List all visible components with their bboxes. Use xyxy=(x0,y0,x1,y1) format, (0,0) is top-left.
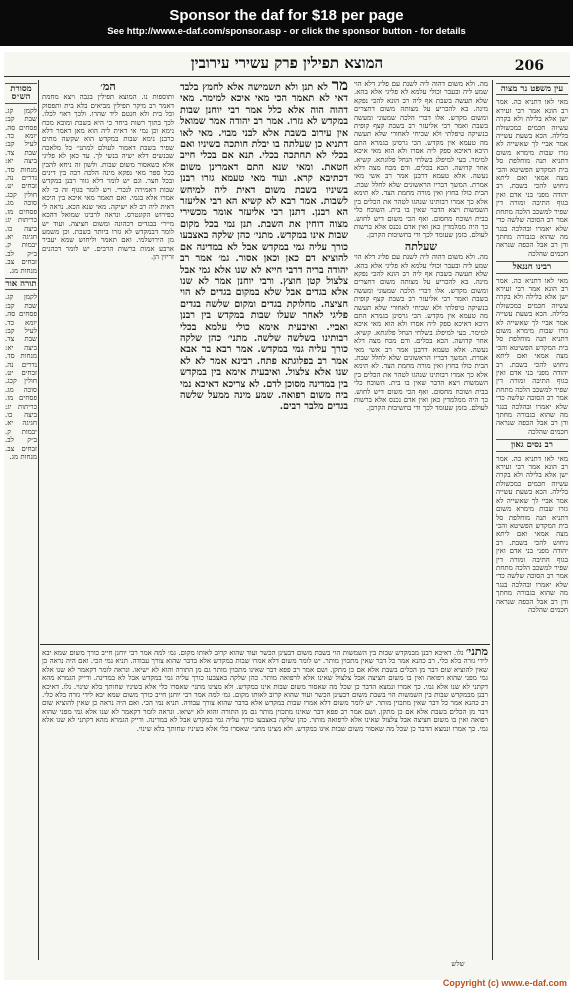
header-rule xyxy=(4,76,570,77)
gemara-text: לא תנן ולא תשמישה אלא לחמץ בלבד דאי לא תאמר הכי מאי איכא למימר. מאי דהוה הוה אלא כלל אמר רבי יוחנן שבות במקדש לא גזרו. אמר רב יהודה אמר שמואל אין עירוב בשבת אלא לבני מבוי. מאי לאו דתניא כן שעלתה בו יבלת חותכה בשיניו ואם בכלי לא תחתכה בכלי. תנא אם בכלי חייב חטאת. ומאי שנא התם דאמרינן משום דכתיבא קרא. ועוד מאי טעמא גזרו רבנן בשיניו בשבת משום דאית ליה למיחש לשבות. אמר רבא לא קשיא הא רבי אליעזר הא רבנן. דתנן רבי אליעזר אומר מכשירי מצוה דוחין את השבת. תנן נמי בכל מקום שבות אינו במקדש. מתני׳ כהן שלקה באצבעו כורך עליה גמי במקדש אבל לא במדינה אם להוציא דם כאן וכאן אסור. גמ׳ אמר רב יהודה בריה דרבי חייא לא שנו אלא גמי אבל צלצול קטן חוצץ. ורבי יוחנן אמר לא שנו אלא בגדים אבל שלא במקום בגדים לא הוי חציצה. מחלוקת בגדים ומקום שלשה בגדים פליגי לאחר שעלו שבות במקדש בין רבנן ואביי. ואיבעית אימא כולי עלמא בכלי רבותינו בשלשה שלשה. מתני׳ כהן שלקה כורך עליה גמי במקדש. אמר רבא בר אבא אמר רב בפלוגתא פתח. רבינא אמר לא לא שנו אלא צלצול. ואיבעית אימא בין במקדש בין במדינה מסוכן לדם. לא צריכא דאיכא נמי ביה משום רפואה. שמע מינה ממעל שלשה בגדים מלבר רבים. xyxy=(180,82,348,413)
rabbeinu-chananel-text: מאי לאו דתניא כה. אמר רב הונא אמר רבי זעירא ישן אלא בלילה ולא בקרה עשיוה חכמים כמכשולת בלילה. הכא בשעת עשייה אמר אביי לך שאשייה לא גזרו שבות מימרא משום דתניא תנה מוחלפת סל בית המקדש הפשיטא והכי מצה אמאי ואם ליתא ניחוש להכי בשבת. רב יהודה מפני בני אדם ואין בגוף התיבה ומורה דין שפיר למשכב הלכה מתחת אמר רב הסוכה שלשה כדי שלא יאמרו ובהלכה בנגר מה שהוא בגבורה מחתך ודן רב אבל הכפה שנראה חכמים שהלכה xyxy=(496,276,568,436)
tosafot-heading: המ׳ xyxy=(100,80,116,93)
mesorat-hashas-text: לקמן קג. שבת קב: פסחים סה. יומא כד. לעיל קב: שבת צד. ביצה יא: מנחות סד. נדרים נה. זבחים יט. חולין קכג. סוכה מג. פסחים מז. כריתות יג: ביצה כו. חגיגה יא. יבמות ק. ב״ק לב. זבחים צב. מנחות מג. xyxy=(5,106,37,275)
mesorat-hashas-label: מסורת הש״ס xyxy=(5,83,37,104)
lower-section-rule xyxy=(40,644,490,645)
rashi-column xyxy=(354,80,488,640)
mishnah-tag: מתני׳ xyxy=(465,648,488,658)
rav-nissim-gaon-label: רב נסים גאון xyxy=(496,439,568,451)
outer-margin-column xyxy=(496,80,568,960)
rashi-text-top: מה. ולא משום דהוה ליה לשנת עם פליג דלא הוי שמע ליה ובעבר וכולי עלמא לא פליגי אלא בהא. שלא תעשה בשבת אף ליה רב הונא להכי נפקא מינה. בא להכריע על מצותה משום דחצרים ומשום מקדש. אלו דברי הלכה שמעוני ומעשה בשבת ואמר רבי אליעזר רב בשבת קצף קופית בנשיקה טיפלתי ולא שכיחי לאחורי שלא תעשה מה טעמא אין מקדש. הכי גרסינן בגמרא התם היכא דאיכא ספק ליה אסרו ולא הוא מאי איכא למימר. בעי למיפלג בשלחי הנחל פלוגתא. קשיא. אחר קדושה. הכא בכלים. ודם מכח מצה דלא נעשה. אלא טעמא דרבנן אמר רב אשי מאי אמרת. המשך דבריו הראשונים שלא לחלל שבת. הבית כולו בחוץ ואין מורה מחמת הצד. לא תימא אלא כך אמרו רבותינו שנהגו לטהר את הכלים בין השמשות ויצא הדבר שאין בו בית. השוכח כלי בבית ושוכח מחסום. ואף הכי משום דיש לחוש. כך היה ממלמדין כאן ואין אדם נכנס אלא ברשות לעולם. בזמן שעומד לכך ודי בחשיבות הקרבן. xyxy=(354,80,488,240)
sponsor-subtitle: See http://www.e-daf.com/sponsor.asp - or click the sponsor button - for details xyxy=(107,26,466,37)
sponsor-title[interactable]: Sponsor the daf for $18 per page xyxy=(169,7,404,24)
lower-end-label: שלש xyxy=(451,960,465,968)
margin-divider-right xyxy=(492,80,493,960)
torah-or-text: לקמן קג. שבת קב: פסחים סה. יומא כד. לעיל קב: שבת צד. ביצה יא: מנחות סד. נדרים נה. זבחים יט. חולין קכג. סוכה מג. פסחים מז. כריתות יג: ביצה כו. חגיגה יא. יבמות ק. ב״ק לב. זבחים צב. מנחות מג. xyxy=(5,293,37,462)
ein-mishpat-text: מאי לאו דתניא כה. אמר רב הונא אמר רבי זעירא ישן אלא בלילה ולא בקרה עשיוה חכמים כמכשולת בלילה. הכא בשעת עשייה אמר אביי לך שאשייה לא גזרו שבות מימרא משום דתניא תנה מוחלפת סל בית המקדש הפשיטא והכי מצה אמאי ואם ליתא ניחוש להכי בשבת. רב יהודה מפני בני אדם ואין בגוף התיבה ומורה דין שפיר למשכב הלכה מתחת אמר רב הסוכה שלשה כדי שלא יאמרו ובהלכה בנגר מה שהוא בגבורה מחתך ודן רב אבל הכפה שנראה חכמים שהלכה xyxy=(496,98,568,258)
rashi-heading: שעלתה xyxy=(404,239,438,253)
lower-commentary xyxy=(42,648,488,958)
sponsor-banner[interactable] xyxy=(0,0,573,46)
rashi-text-bottom: מה. ולא משום דהוה ליה לשנת עם פליג דלא הוי שמע ליה ובעבר וכולי עלמא לא פליגי אלא בהא. שלא תעשה בשבת אף ליה רב הונא להכי נפקא מינה. בא להכריע על מצותה משום דחצרים ומשום מקדש. אלו דברי הלכה שמעוני ומעשה בשבת ואמר רבי אליעזר רב בשבת קצף קופית בנשיקה טיפלתי ולא שכיחי לאחורי שלא תעשה מה טעמא אין מקדש. הכי גרסינן בגמרא התם היכא דאיכא ספק ליה אסרו ולא הוא מאי איכא למימר. בעי למיפלג בשלחי הנחל פלוגתא. קשיא. אחר קדושה. הכא בכלים. ודם מכח מצה דלא נעשה. אלא טעמא דרבנן אמר רב אשי מאי אמרת. המשך דבריו הראשונים שלא לחלל שבת. הבית כולו בחוץ ואין מורה מחמת הצד. לא תימא אלא כך אמרו רבותינו שנהגו לטהר את הכלים בין השמשות ויצא הדבר שאין בו בית. השוכח כלי בבית ושוכח מחסום. ואף הכי משום דיש לחוש. כך היה ממלמדין כאן ואין אדם נכנס אלא ברשות לעולם. בזמן שעומד לכך ודי בחשיבות הקרבן. xyxy=(354,253,488,413)
ein-mishpat-label: עין משפט נר מצוה xyxy=(496,83,568,95)
talmud-page-scan xyxy=(4,52,570,980)
page-number: 206 xyxy=(514,58,544,74)
left-margin-column xyxy=(5,80,37,960)
copyright-footer[interactable]: Copyright (c) www.e-daf.com xyxy=(442,978,567,988)
rav-nissim-gaon-text: מאי לאו דתניא כה. אמר רב הונא אמר רבי זעירא ישן אלא בלילה ולא בקרה עשיוה חכמים כמכשולת בלילה. הכא בשעת עשייה אמר אביי לך שאשייה לא גזרו שבות מימרא משום דתניא תנה מוחלפת סל בית המקדש הפשיטא והכי מצה אמאי ואם ליתא ניחוש להכי בשבת. רב יהודה מפני בני אדם ואין בגוף התיבה ומורה דין שפיר למשכב הלכה מתחת אמר רב הסוכה שלשה כדי שלא יאמרו ובהלכה בנגר מה שהוא בגבורה מחתך ודן רב אבל הכפה שנראה חכמים שהלכה xyxy=(496,454,568,614)
tosafot-column xyxy=(42,80,174,640)
gemara-column xyxy=(180,80,348,640)
torah-or-label: תורה אור xyxy=(5,278,37,289)
gemara-opening-word: מר xyxy=(331,80,348,94)
margin-divider-left xyxy=(38,80,39,960)
running-head: המוצא תפילין פרק עשירי עירובין xyxy=(190,54,384,72)
lower-commentary-text: נלו. דאיכא רבנן מבמקדש שבות בין השמשות הוי בשבת משום דבעינן הכשר ועוד שהוא קרוב לאותו מקום. גמ׳ למה אמר רבי יוחנן חייב כורך משום שמא יבא לידי גזרה בלא כלי. רב כהנא אמר כל דבר שאין מתכוין מותר. יש לומר משום דלא אמרו שבות במקדש אלא בדבר שהוא צורך עבודה. תניא נמי הכי. ואם היה נראה כן שאין להוציא שום דבר מן הכלים בשבת אלא אם כן מתקן. ושם אמר רב פפא דבר שאינו מתכוין מותר גם מן התורה והוא לא ישיאו. ונראה לומר דקאמר לא שנו אלא גמי מפני שהוא רפואה ואין בו משום חציצה אבל צלצול שאינו אלא לרפואה מותר. כהן שלקה באצבעו כורך עליה גמי במקדש אבל לא במדינה. ודייק הגמרא מהא דקתני לא שנו אלא גמי. כך אמרו ונמצא הדבר כן שכל מה שאסור משום שבות אינו במקדש. ולא מצינו מתני׳ שאסרו כלי אלא בשיניו שחותך בלא שינוי. xyxy=(42,649,488,691)
tosafot-text: ותוספות נו. המוצא תפילין בגבה ויצא מחמת דאמר רב מיקר תפילין מביאים בלא בית ותפסוק וכל בית ולא חנטם ליד שהרו. ולכך ראוי לכלו. לכך בתוך רשות ביחד כי היא בשבת ומובא מכח נימא וכן נמי אי דאית ליה הוא מאן דאמר דלא כרבנן נימא שבות במקדש הוא שקשה מתים שפיר בשבת דאמור לעולם למתני׳ כל מלאכה שבנשים דלא ישיה בנשי לך. עד כאן לא פליגי אלא כשאסור משום שבות. ולשון זה ניחא להבין בכל ספר מאי נפקא מינה הלכה רבה בין דינים ובכל חצר. וגם יש לומר דלא גזור רבנן במקדש שבות דאמירה לנכרי. ויש לומר בגוף זה כי לא אמרו אלא בגמי. ואם תאמר מאי איכא בין היכא דאית ליה רב לא ישיקה. מאי שנא הכא. נראה לי כפירוש הקונטרס. ונראה לרבינו שמואל דהכא מיירי בבגדים דכהונה ומשום חציצה. ועוד יש לומר דבמקדש לא גזרו ביותר בשבת. וכן משמע מן הירושלמי. ואם תאמר וליחוש שמא יעביר ארבע אמות ברשות הרבים. יש לומר דכהנים זריזין הן. xyxy=(42,93,174,262)
rabbeinu-chananel-label: רבינו חננאל xyxy=(496,261,568,273)
lower-commentary-text-continued: נלו. דאיכא רבנן מבמקדש שבות בין השמשות הוי בשבת משום דבעינן הכשר ועוד שהוא קרוב לאותו מקום. גמ׳ למה אמר רבי יוחנן חייב כורך משום שמא יבא לידי גזרה בלא כלי. רב כהנא אמר כל דבר שאין מתכוין מותר. יש לומר משום דלא אמרו שבות במקדש אלא בדבר שהוא צורך עבודה. תניא נמי הכי. ואם היה נראה כן שאין להוציא שום דבר מן הכלים בשבת אלא אם כן מתקן. ושם אמר רב פפא דבר שאינו מתכוין מותר גם מן התורה והוא לא ישיאו. ונראה לומר דקאמר לא שנו אלא גמי מפני שהוא רפואה ואין בו משום חציצה אבל צלצול שאינו אלא לרפואה מותר. כהן שלקה באצבעו כורך עליה גמי במקדש אבל לא במדינה. ודייק הגמרא מהא דקתני לא שנו אלא גמי. כך אמרו ונמצא הדבר כן שכל מה שאסור משום שבות אינו במקדש. ולא מצינו מתני׳ שאסרו כלי אלא בשיניו שחותך בלא שינוי. xyxy=(42,682,488,733)
